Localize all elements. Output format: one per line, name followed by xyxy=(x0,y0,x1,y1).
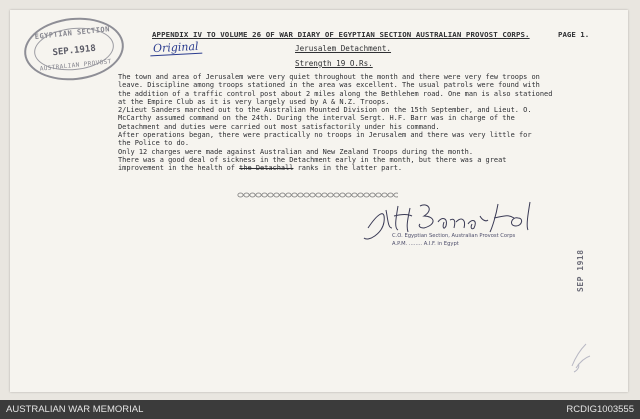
stamp-bottom-text: AUSTRALIAN PROVOST xyxy=(39,58,113,73)
last-line-end: ranks in the latter part. xyxy=(293,164,403,173)
struck-text: the Detachall xyxy=(239,164,294,173)
chain-link xyxy=(274,193,279,197)
signature-block xyxy=(392,232,515,248)
footer-record-id: RCDIG1003555 xyxy=(566,404,634,415)
chain-link xyxy=(358,193,363,197)
body-line: leave. Discipline among troops stationed in the area was excellent. The usual patrols were found with xyxy=(118,81,540,90)
signature-title-1: C.O. Egyptian Section, Australian Provost Corps xyxy=(392,233,516,239)
body-line: Only 12 charges were made against Australian and New Zealand Troops during the month. xyxy=(118,147,474,156)
chain-link xyxy=(250,193,255,197)
document-title: APPENDIX IV TO VOLUME 26 OF WAR DIARY OF EGYPTIAN SECTION AUSTRALIAN PROVOST CORPS. xyxy=(152,30,530,39)
chain-link xyxy=(304,193,309,197)
report-body xyxy=(118,73,618,173)
chain-link xyxy=(238,193,243,197)
detachment-heading: Jerusalem Detachment. xyxy=(295,44,392,53)
body-line: The town and area of Jerusalem were very quiet throughout the month and there were very few troops on xyxy=(118,73,540,81)
last-line-start: improvement in the health of xyxy=(118,164,240,173)
page-number: PAGE 1. xyxy=(558,30,590,39)
body-line: McCarthy assumed command on the 24th. During the interval Sergt. H.F. Barr was in charge of the xyxy=(118,114,515,123)
archive-footer xyxy=(0,400,640,419)
chain-link xyxy=(256,193,261,197)
body-line: There was a good deal of sickness in the Detachment early in the month, but there was a great xyxy=(118,155,507,164)
chain-link xyxy=(340,193,345,197)
chain-link xyxy=(280,193,285,197)
pencil-mark xyxy=(566,336,596,376)
chain-link xyxy=(346,193,351,197)
side-date-stamp: SEP 1918 xyxy=(576,249,585,292)
body-line: the addition of a traffic control post about 2 miles along the Bethlehem road. One man is also stationed xyxy=(118,89,553,98)
footer-source: AUSTRALIAN WAR MEMORIAL xyxy=(6,404,144,415)
chain-link xyxy=(292,193,297,197)
handwritten-original-note: Original xyxy=(150,40,202,57)
body-line: After operations began, there were practically no troops in Jerusalem and there was very little for xyxy=(118,131,532,140)
chain-link xyxy=(328,193,333,197)
body-line: at the Empire Club as it is very largely used by A & N.Z. Troops. xyxy=(118,97,390,106)
stamp-date: SEP.1918 xyxy=(52,43,97,59)
stamp-top-text: EGYPTIAN SECTION xyxy=(34,25,111,42)
chain-link xyxy=(244,193,249,197)
chain-link xyxy=(394,193,398,197)
chain-link xyxy=(370,193,375,197)
strength-heading: Strength 19 O.Rs. xyxy=(295,59,373,68)
chain-link xyxy=(322,193,327,197)
body-line-last xyxy=(118,164,618,172)
chain-link xyxy=(334,193,339,197)
body-line: 2/Lieut Sanders marched out to the Australian Mounted Division on the 15th September, and Lieut. O. xyxy=(118,106,532,115)
chain-link xyxy=(376,193,381,197)
chain-link xyxy=(316,193,321,197)
chain-link xyxy=(286,193,291,197)
chain-link xyxy=(310,193,315,197)
chain-link xyxy=(268,193,273,197)
chain-link xyxy=(262,193,267,197)
signature-title-2: A.P.M. ........ A.I.F. in Egypt xyxy=(392,241,459,247)
chain-link xyxy=(298,193,303,197)
chain-link xyxy=(364,193,369,197)
chain-link xyxy=(382,193,387,197)
body-line: Detachment and duties were carried out most satisfactorily under his command. xyxy=(118,122,440,131)
chain-link xyxy=(388,193,393,197)
body-line: the Police to do. xyxy=(118,139,190,148)
chain-link xyxy=(352,193,357,197)
